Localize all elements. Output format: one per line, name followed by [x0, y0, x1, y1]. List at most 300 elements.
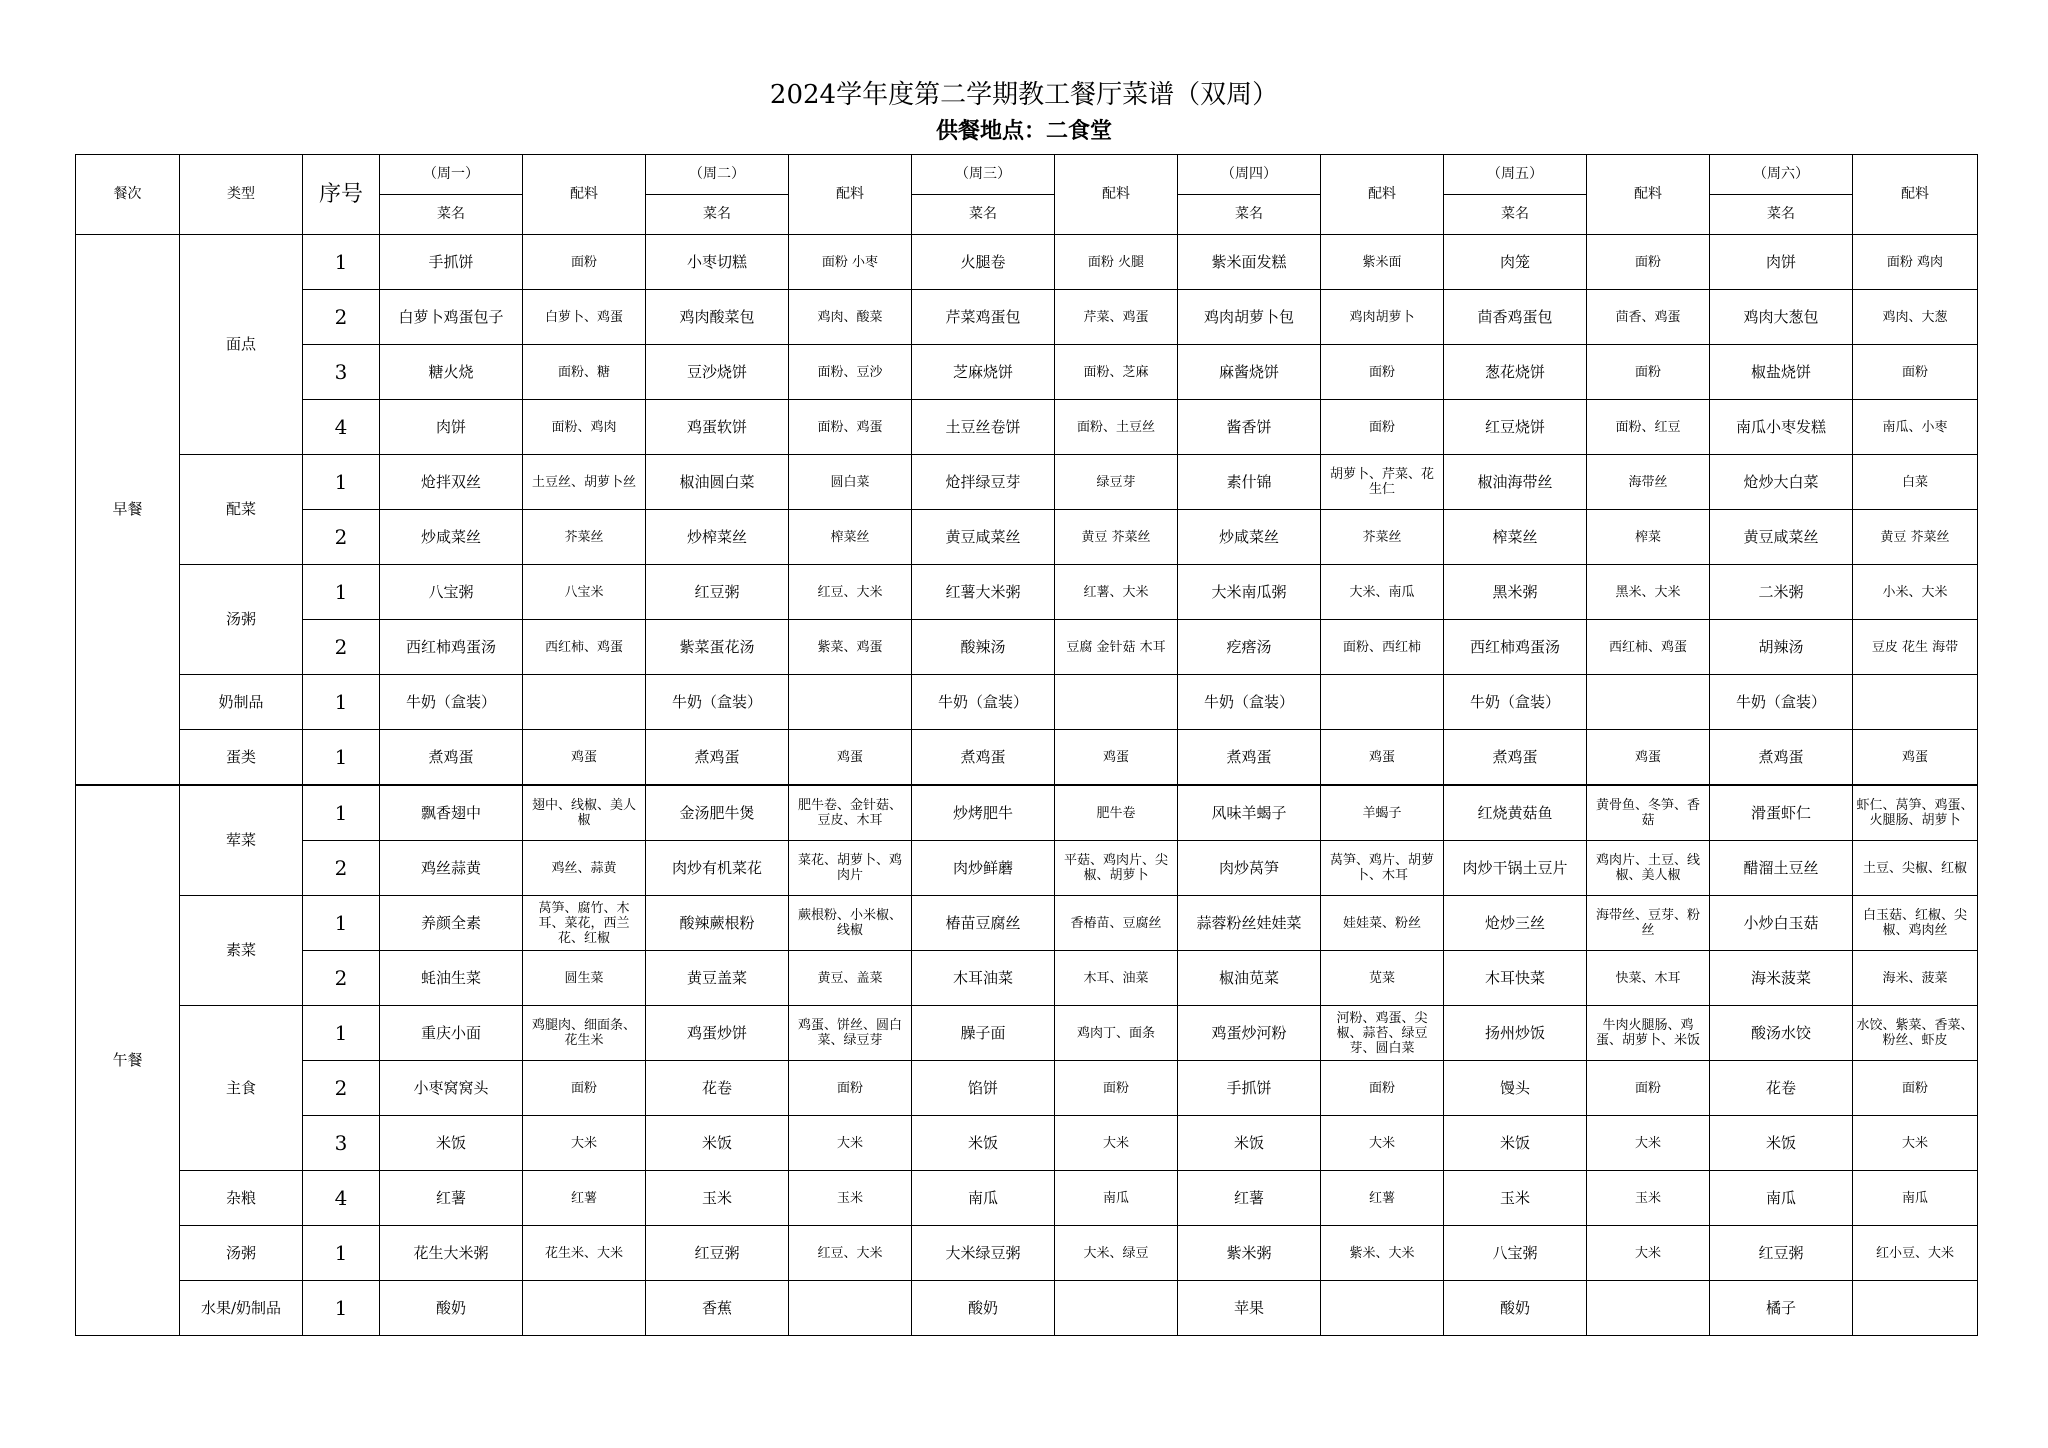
dish-cell: 炝拌绿豆芽 [912, 455, 1055, 510]
ingredients-cell: 羊蝎子 [1321, 785, 1444, 841]
dish-cell: 肉饼 [1710, 235, 1853, 290]
ingredients-cell: 面粉 [1321, 400, 1444, 455]
ingredients-cell: 南瓜 [1853, 1171, 1978, 1226]
header-ingredients: 配料 [523, 155, 646, 235]
dish-cell: 麻酱烧饼 [1178, 345, 1321, 400]
dish-cell: 馒头 [1444, 1061, 1587, 1116]
ingredients-cell: 芹菜、鸡蛋 [1055, 290, 1178, 345]
ingredients-cell: 蕨根粉、小米椒、线椒 [789, 896, 912, 951]
ingredients-cell: 海米、菠菜 [1853, 951, 1978, 1006]
dish-cell: 重庆小面 [380, 1006, 523, 1061]
ingredients-cell: 肥牛卷 [1055, 785, 1178, 841]
ingredients-cell: 大米 [1853, 1116, 1978, 1171]
ingredients-cell: 面粉 [1587, 235, 1710, 290]
dish-cell: 米饭 [380, 1116, 523, 1171]
ingredients-cell: 八宝米 [523, 565, 646, 620]
dish-cell: 紫米粥 [1178, 1226, 1321, 1281]
dish-cell: 鸡丝蒜黄 [380, 841, 523, 896]
ingredients-cell: 莴笋、鸡片、胡萝卜、木耳 [1321, 841, 1444, 896]
dish-cell: 酸奶 [1444, 1281, 1587, 1336]
dish-cell: 木耳快菜 [1444, 951, 1587, 1006]
dish-cell: 肉饼 [380, 400, 523, 455]
ingredients-cell: 牛肉火腿肠、鸡蛋、胡萝卜、米饭 [1587, 1006, 1710, 1061]
seq-cell: 2 [303, 290, 380, 345]
ingredients-cell: 榨菜 [1587, 510, 1710, 565]
ingredients-cell: 红豆、大米 [789, 565, 912, 620]
dish-cell: 牛奶（盒装） [380, 675, 523, 730]
ingredients-cell: 红薯 [1321, 1171, 1444, 1226]
dish-cell: 炝炒三丝 [1444, 896, 1587, 951]
dish-cell: 手抓饼 [1178, 1061, 1321, 1116]
dish-cell: 玉米 [646, 1171, 789, 1226]
dish-cell: 黑米粥 [1444, 565, 1587, 620]
ingredients-cell: 鸡蛋 [1587, 730, 1710, 786]
ingredients-cell: 苋菜 [1321, 951, 1444, 1006]
dish-cell: 鸡肉大葱包 [1710, 290, 1853, 345]
dish-cell: 肉炒莴笋 [1178, 841, 1321, 896]
seq-cell: 1 [303, 785, 380, 841]
ingredients-cell: 红薯 [523, 1171, 646, 1226]
ingredients-cell: 大米 [789, 1116, 912, 1171]
dish-cell: 八宝粥 [1444, 1226, 1587, 1281]
header-dish: 菜名 [646, 195, 789, 235]
dish-cell: 臊子面 [912, 1006, 1055, 1061]
ingredients-cell: 面粉、糖 [523, 345, 646, 400]
ingredients-cell: 鸡肉、大葱 [1853, 290, 1978, 345]
dish-cell: 玉米 [1444, 1171, 1587, 1226]
ingredients-cell: 紫米面 [1321, 235, 1444, 290]
dish-cell: 小枣切糕 [646, 235, 789, 290]
ingredients-cell: 面粉 [1055, 1061, 1178, 1116]
dish-cell: 南瓜 [1710, 1171, 1853, 1226]
seq-cell: 1 [303, 235, 380, 290]
dish-cell: 酸汤水饺 [1710, 1006, 1853, 1061]
dish-cell: 胡辣汤 [1710, 620, 1853, 675]
seq-cell: 1 [303, 896, 380, 951]
ingredients-cell [789, 1281, 912, 1336]
ingredients-cell: 紫菜、鸡蛋 [789, 620, 912, 675]
dish-cell: 肉笼 [1444, 235, 1587, 290]
ingredients-cell: 鸡蛋 [1853, 730, 1978, 786]
header-ingredients: 配料 [789, 155, 912, 235]
ingredients-cell [1321, 675, 1444, 730]
dish-cell: 牛奶（盒装） [1710, 675, 1853, 730]
ingredients-cell: 玉米 [1587, 1171, 1710, 1226]
menu-table [75, 154, 1978, 1336]
seq-cell: 2 [303, 951, 380, 1006]
category-cell: 杂粮 [180, 1171, 303, 1226]
dish-cell: 牛奶（盒装） [646, 675, 789, 730]
table-row [76, 896, 1978, 951]
ingredients-cell: 大米、南瓜 [1321, 565, 1444, 620]
header-dish: 菜名 [912, 195, 1055, 235]
dish-cell: 花卷 [646, 1061, 789, 1116]
dish-cell: 花生大米粥 [380, 1226, 523, 1281]
dish-cell: 大米绿豆粥 [912, 1226, 1055, 1281]
ingredients-cell: 面粉、豆沙 [789, 345, 912, 400]
ingredients-cell: 木耳、油菜 [1055, 951, 1178, 1006]
ingredients-cell: 黑米、大米 [1587, 565, 1710, 620]
table-row [76, 675, 1978, 730]
table-row [76, 1226, 1978, 1281]
meal-cell: 早餐 [76, 235, 180, 786]
header-seq: 序号 [303, 155, 380, 235]
ingredients-cell: 面粉 [523, 1061, 646, 1116]
ingredients-cell: 西红柿、鸡蛋 [523, 620, 646, 675]
dish-cell: 八宝粥 [380, 565, 523, 620]
ingredients-cell: 绿豆芽 [1055, 455, 1178, 510]
table-row [76, 1281, 1978, 1336]
dish-cell: 养颜全素 [380, 896, 523, 951]
dish-cell: 米饭 [1178, 1116, 1321, 1171]
dish-cell: 小枣窝窝头 [380, 1061, 523, 1116]
dish-cell: 手抓饼 [380, 235, 523, 290]
meal-cell: 午餐 [76, 785, 180, 1336]
ingredients-cell: 肥牛卷、金针菇、豆皮、木耳 [789, 785, 912, 841]
dish-cell: 肉炒有机菜花 [646, 841, 789, 896]
seq-cell: 2 [303, 510, 380, 565]
ingredients-cell: 面粉、鸡肉 [523, 400, 646, 455]
header-dish: 菜名 [1710, 195, 1853, 235]
ingredients-cell: 黄豆 芥菜丝 [1055, 510, 1178, 565]
ingredients-cell: 面粉 [789, 1061, 912, 1116]
ingredients-cell: 红小豆、大米 [1853, 1226, 1978, 1281]
ingredients-cell: 面粉 [523, 235, 646, 290]
ingredients-cell: 大米 [523, 1116, 646, 1171]
category-cell: 荤菜 [180, 785, 303, 896]
ingredients-cell: 土豆、尖椒、红椒 [1853, 841, 1978, 896]
seq-cell: 1 [303, 455, 380, 510]
dish-cell: 红豆粥 [646, 1226, 789, 1281]
table-row [76, 455, 1978, 510]
ingredients-cell: 鸡蛋 [1055, 730, 1178, 786]
header-ingredients: 配料 [1321, 155, 1444, 235]
dish-cell: 红豆粥 [646, 565, 789, 620]
dish-cell: 炒榨菜丝 [646, 510, 789, 565]
category-cell: 水果/奶制品 [180, 1281, 303, 1336]
dish-cell: 炒咸菜丝 [1178, 510, 1321, 565]
ingredients-cell: 平菇、鸡肉片、尖椒、胡萝卜 [1055, 841, 1178, 896]
dish-cell: 红薯 [1178, 1171, 1321, 1226]
dish-cell: 南瓜小枣发糕 [1710, 400, 1853, 455]
ingredients-cell: 胡萝卜、芹菜、花生仁 [1321, 455, 1444, 510]
dish-cell: 米饭 [912, 1116, 1055, 1171]
ingredients-cell: 豆腐 金针菇 木耳 [1055, 620, 1178, 675]
dish-cell: 鸡蛋炒饼 [646, 1006, 789, 1061]
ingredients-cell: 小米、大米 [1853, 565, 1978, 620]
ingredients-cell [1853, 675, 1978, 730]
ingredients-cell: 南瓜 [1055, 1171, 1178, 1226]
dish-cell: 馅饼 [912, 1061, 1055, 1116]
header-day-fri: （周五） [1444, 155, 1587, 195]
ingredients-cell: 面粉 [1587, 345, 1710, 400]
ingredients-cell: 黄骨鱼、冬笋、香菇 [1587, 785, 1710, 841]
seq-cell: 1 [303, 730, 380, 786]
table-body [76, 235, 1978, 1336]
ingredients-cell: 面粉 小枣 [789, 235, 912, 290]
dish-cell: 煮鸡蛋 [1710, 730, 1853, 786]
dish-cell: 香蕉 [646, 1281, 789, 1336]
dish-cell: 橘子 [1710, 1281, 1853, 1336]
ingredients-cell: 白萝卜、鸡蛋 [523, 290, 646, 345]
dish-cell: 红薯 [380, 1171, 523, 1226]
table-row [76, 785, 1978, 841]
ingredients-cell: 面粉 [1587, 1061, 1710, 1116]
table-row [76, 345, 1978, 400]
header-type: 类型 [180, 155, 303, 235]
header-day-mon: （周一） [380, 155, 523, 195]
table-header [76, 155, 1978, 235]
ingredients-cell: 鸡蛋 [1321, 730, 1444, 786]
dish-cell: 南瓜 [912, 1171, 1055, 1226]
ingredients-cell: 白玉菇、红椒、尖椒、鸡肉丝 [1853, 896, 1978, 951]
dish-cell: 煮鸡蛋 [646, 730, 789, 786]
page-title: 2024学年度第二学期教工餐厅菜谱（双周） [769, 80, 1279, 110]
dish-cell: 疙瘩汤 [1178, 620, 1321, 675]
ingredients-cell: 面粉 鸡肉 [1853, 235, 1978, 290]
ingredients-cell: 面粉 [1853, 345, 1978, 400]
dish-cell: 椒盐烧饼 [1710, 345, 1853, 400]
dish-cell: 鸡肉酸菜包 [646, 290, 789, 345]
category-cell: 汤粥 [180, 565, 303, 675]
dish-cell: 醋溜土豆丝 [1710, 841, 1853, 896]
ingredients-cell: 芥菜丝 [523, 510, 646, 565]
ingredients-cell: 土豆丝、胡萝卜丝 [523, 455, 646, 510]
ingredients-cell: 鸡蛋、饼丝、圆白菜、绿豆芽 [789, 1006, 912, 1061]
header-day-wed: （周三） [912, 155, 1055, 195]
ingredients-cell: 香椿苗、豆腐丝 [1055, 896, 1178, 951]
ingredients-cell [789, 675, 912, 730]
dish-cell: 煮鸡蛋 [380, 730, 523, 786]
ingredients-cell [1853, 1281, 1978, 1336]
dish-cell: 紫菜蛋花汤 [646, 620, 789, 675]
dish-cell: 芹菜鸡蛋包 [912, 290, 1055, 345]
dish-cell: 米饭 [1710, 1116, 1853, 1171]
ingredients-cell: 圆白菜 [789, 455, 912, 510]
table-row [76, 565, 1978, 620]
dish-cell: 金汤肥牛煲 [646, 785, 789, 841]
dish-cell: 酱香饼 [1178, 400, 1321, 455]
dish-cell: 酸辣汤 [912, 620, 1055, 675]
dish-cell: 花卷 [1710, 1061, 1853, 1116]
ingredients-cell [1587, 1281, 1710, 1336]
dish-cell: 黄豆咸菜丝 [912, 510, 1055, 565]
seq-cell: 2 [303, 841, 380, 896]
ingredients-cell [523, 675, 646, 730]
ingredients-cell: 西红柿、鸡蛋 [1587, 620, 1710, 675]
ingredients-cell: 南瓜、小枣 [1853, 400, 1978, 455]
ingredients-cell: 黄豆 芥菜丝 [1853, 510, 1978, 565]
ingredients-cell: 虾仁、莴笋、鸡蛋、火腿肠、胡萝卜 [1853, 785, 1978, 841]
dish-cell: 蚝油生菜 [380, 951, 523, 1006]
header-day-tue: （周二） [646, 155, 789, 195]
ingredients-cell: 大米 [1055, 1116, 1178, 1171]
header-meal: 餐次 [76, 155, 180, 235]
ingredients-cell: 菜花、胡萝卜、鸡肉片 [789, 841, 912, 896]
ingredients-cell: 面粉、芝麻 [1055, 345, 1178, 400]
ingredients-cell: 紫米、大米 [1321, 1226, 1444, 1281]
header-dish: 菜名 [1444, 195, 1587, 235]
table-row [76, 1171, 1978, 1226]
dish-cell: 酸奶 [380, 1281, 523, 1336]
ingredients-cell: 面粉、鸡蛋 [789, 400, 912, 455]
dish-cell: 蒜蓉粉丝娃娃菜 [1178, 896, 1321, 951]
ingredients-cell: 大米 [1321, 1116, 1444, 1171]
dish-cell: 糖火烧 [380, 345, 523, 400]
dish-cell: 滑蛋虾仁 [1710, 785, 1853, 841]
ingredients-cell: 茴香、鸡蛋 [1587, 290, 1710, 345]
ingredients-cell: 莴笋、腐竹、木耳、菜花，西兰花、红椒 [523, 896, 646, 951]
dish-cell: 西红柿鸡蛋汤 [380, 620, 523, 675]
dish-cell: 鸡蛋软饼 [646, 400, 789, 455]
ingredients-cell: 芥菜丝 [1321, 510, 1444, 565]
ingredients-cell: 面粉 [1321, 345, 1444, 400]
dish-cell: 葱花烧饼 [1444, 345, 1587, 400]
seq-cell: 2 [303, 1061, 380, 1116]
ingredients-cell: 榨菜丝 [789, 510, 912, 565]
ingredients-cell: 大米 [1587, 1116, 1710, 1171]
dish-cell: 肉炒干锅土豆片 [1444, 841, 1587, 896]
dish-cell: 紫米面发糕 [1178, 235, 1321, 290]
dish-cell: 飘香翅中 [380, 785, 523, 841]
ingredients-cell: 红薯、大米 [1055, 565, 1178, 620]
dish-cell: 椿苗豆腐丝 [912, 896, 1055, 951]
category-cell: 主食 [180, 1006, 303, 1171]
ingredients-cell [1587, 675, 1710, 730]
ingredients-cell: 面粉 [1321, 1061, 1444, 1116]
dish-cell: 煮鸡蛋 [912, 730, 1055, 786]
dish-cell: 红薯大米粥 [912, 565, 1055, 620]
dish-cell: 大米南瓜粥 [1178, 565, 1321, 620]
seq-cell: 4 [303, 1171, 380, 1226]
ingredients-cell: 娃娃菜、粉丝 [1321, 896, 1444, 951]
dish-cell: 素什锦 [1178, 455, 1321, 510]
header-ingredients: 配料 [1587, 155, 1710, 235]
ingredients-cell: 水饺、紫菜、香菜、粉丝、虾皮 [1853, 1006, 1978, 1061]
dish-cell: 扬州炒饭 [1444, 1006, 1587, 1061]
dish-cell: 牛奶（盒装） [1178, 675, 1321, 730]
ingredients-cell: 鸡肉片、土豆、线椒、美人椒 [1587, 841, 1710, 896]
header-day-sat: （周六） [1710, 155, 1853, 195]
ingredients-cell: 面粉、西红柿 [1321, 620, 1444, 675]
dish-cell: 茴香鸡蛋包 [1444, 290, 1587, 345]
dish-cell: 炝拌双丝 [380, 455, 523, 510]
ingredients-cell: 河粉、鸡蛋、尖椒、蒜苔、绿豆芽、圆白菜 [1321, 1006, 1444, 1061]
ingredients-cell: 鸡蛋 [523, 730, 646, 786]
page-subtitle: 供餐地点：二食堂 [935, 118, 1112, 144]
category-cell: 面点 [180, 235, 303, 455]
category-cell: 蛋类 [180, 730, 303, 786]
ingredients-cell: 大米、绿豆 [1055, 1226, 1178, 1281]
ingredients-cell: 黄豆、盖菜 [789, 951, 912, 1006]
seq-cell: 3 [303, 1116, 380, 1171]
dish-cell: 椒油海带丝 [1444, 455, 1587, 510]
header-dish: 菜名 [380, 195, 523, 235]
dish-cell: 木耳油菜 [912, 951, 1055, 1006]
dish-cell: 炒烤肥牛 [912, 785, 1055, 841]
category-cell: 配菜 [180, 455, 303, 565]
dish-cell: 黄豆盖菜 [646, 951, 789, 1006]
table-row [76, 235, 1978, 290]
dish-cell: 豆沙烧饼 [646, 345, 789, 400]
ingredients-cell: 大米 [1587, 1226, 1710, 1281]
seq-cell: 3 [303, 345, 380, 400]
dish-cell: 炝炒大白菜 [1710, 455, 1853, 510]
ingredients-cell: 面粉、红豆 [1587, 400, 1710, 455]
table-row [76, 400, 1978, 455]
ingredients-cell: 面粉 [1853, 1061, 1978, 1116]
table-row [76, 290, 1978, 345]
ingredients-cell: 玉米 [789, 1171, 912, 1226]
dish-cell: 苹果 [1178, 1281, 1321, 1336]
dish-cell: 黄豆咸菜丝 [1710, 510, 1853, 565]
dish-cell: 风味羊蝎子 [1178, 785, 1321, 841]
table-row [76, 730, 1978, 786]
dish-cell: 红豆粥 [1710, 1226, 1853, 1281]
ingredients-cell: 白菜 [1853, 455, 1978, 510]
ingredients-cell: 鸡肉胡萝卜 [1321, 290, 1444, 345]
seq-cell: 2 [303, 620, 380, 675]
dish-cell: 椒油苋菜 [1178, 951, 1321, 1006]
header-dish: 菜名 [1178, 195, 1321, 235]
dish-cell: 西红柿鸡蛋汤 [1444, 620, 1587, 675]
ingredients-cell [1055, 1281, 1178, 1336]
table-row [76, 620, 1978, 675]
dish-cell: 火腿卷 [912, 235, 1055, 290]
seq-cell: 4 [303, 400, 380, 455]
ingredients-cell: 面粉、土豆丝 [1055, 400, 1178, 455]
category-cell: 奶制品 [180, 675, 303, 730]
dish-cell: 酸奶 [912, 1281, 1055, 1336]
dish-cell: 小炒白玉菇 [1710, 896, 1853, 951]
ingredients-cell: 快菜、木耳 [1587, 951, 1710, 1006]
dish-cell: 海米菠菜 [1710, 951, 1853, 1006]
table-row [76, 1116, 1978, 1171]
category-cell: 素菜 [180, 896, 303, 1006]
dish-cell: 酸辣蕨根粉 [646, 896, 789, 951]
dish-cell: 米饭 [1444, 1116, 1587, 1171]
dish-cell: 红豆烧饼 [1444, 400, 1587, 455]
dish-cell: 榨菜丝 [1444, 510, 1587, 565]
ingredients-cell: 花生米、大米 [523, 1226, 646, 1281]
dish-cell: 红烧黄菇鱼 [1444, 785, 1587, 841]
ingredients-cell: 鸡丝、蒜黄 [523, 841, 646, 896]
dish-cell: 土豆丝卷饼 [912, 400, 1055, 455]
table-row [76, 510, 1978, 565]
seq-cell: 1 [303, 1226, 380, 1281]
dish-cell: 鸡肉胡萝卜包 [1178, 290, 1321, 345]
seq-cell: 1 [303, 675, 380, 730]
ingredients-cell: 红豆、大米 [789, 1226, 912, 1281]
ingredients-cell: 鸡肉、酸菜 [789, 290, 912, 345]
seq-cell: 1 [303, 1281, 380, 1336]
table-row [76, 841, 1978, 896]
dish-cell: 肉炒鲜蘑 [912, 841, 1055, 896]
header-ingredients: 配料 [1853, 155, 1978, 235]
dish-cell: 煮鸡蛋 [1444, 730, 1587, 786]
dish-cell: 煮鸡蛋 [1178, 730, 1321, 786]
ingredients-cell: 豆皮 花生 海带 [1853, 620, 1978, 675]
dish-cell: 牛奶（盒装） [912, 675, 1055, 730]
ingredients-cell: 鸡腿肉、细面条、花生米 [523, 1006, 646, 1061]
ingredients-cell: 翅中、线椒、美人椒 [523, 785, 646, 841]
category-cell: 汤粥 [180, 1226, 303, 1281]
dish-cell: 鸡蛋炒河粉 [1178, 1006, 1321, 1061]
dish-cell: 芝麻烧饼 [912, 345, 1055, 400]
dish-cell: 牛奶（盒装） [1444, 675, 1587, 730]
ingredients-cell [1055, 675, 1178, 730]
ingredients-cell [523, 1281, 646, 1336]
